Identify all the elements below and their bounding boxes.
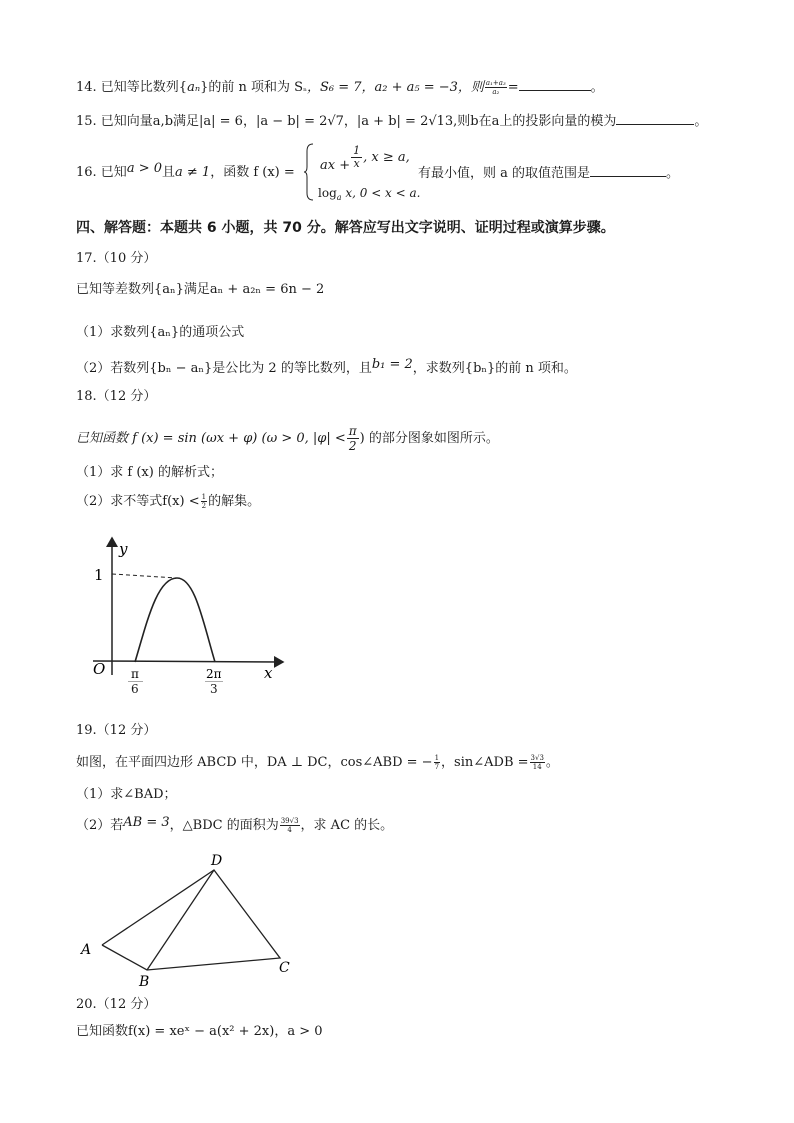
q18-p2-den: 2 <box>201 502 207 510</box>
q14-seq: aₙ <box>187 80 201 95</box>
section-heading: 四、解答题：本题共 6 小题，共 70 分。解答应写出文字说明、证明过程或演算步骤。 <box>76 220 615 236</box>
q18-p2-num: 1 <box>201 493 207 501</box>
q16-case1-den: x <box>353 157 360 170</box>
q18-dashed-line <box>112 574 177 578</box>
q18-x-tick1-den-overlay <box>131 682 139 696</box>
q19-p2-c: ，求 AC 的长。 <box>300 818 394 833</box>
q16-case2-b: x, 0 < x < a. <box>341 186 421 200</box>
q19-area-frac <box>280 817 300 834</box>
q16-case1 <box>320 144 410 173</box>
q18-p2-b: 的解集。 <box>208 494 261 509</box>
q18-x-tick2-den-text: 3 <box>210 682 218 696</box>
q18-x-tick2-den-overlay <box>210 682 218 696</box>
q16-end: 。 <box>666 166 680 181</box>
q19-sin-frac <box>530 754 545 771</box>
q14-prefix: 14. 已知等比数列{ <box>76 80 188 95</box>
q18-stem-b: ) 的部分图象如图所示。 <box>359 431 499 446</box>
q19-p2-a: （2）若 <box>76 818 124 833</box>
q19-quad-edges <box>102 870 280 970</box>
q14-end: 。 <box>590 80 604 95</box>
q14-frac-den: a₂ <box>492 88 500 96</box>
q16-suffix: 有最小值，则 a 的取值范围是 <box>418 166 591 181</box>
q19-p2-cond: AB = 3 <box>123 815 170 830</box>
q14-eq: = <box>507 80 519 95</box>
q18-p2-a: （2）求不等式f(x) < <box>76 494 200 509</box>
q19-area-num: 39√3 <box>280 817 299 825</box>
q17-part2 <box>76 357 577 378</box>
q17-header: 17.（10 分） <box>76 251 157 266</box>
q20-header: 20.（12 分） <box>76 997 157 1012</box>
q16-right <box>418 164 679 183</box>
q18-stem-den: 2 <box>348 439 357 453</box>
q15-end: 。 <box>694 114 708 129</box>
q18-x-tick1-den-text: 6 <box>131 682 139 696</box>
q16-case2-log: log <box>318 186 337 200</box>
q19-stem-b: ，sin∠ADB = <box>441 755 529 770</box>
q19-label-c: C <box>279 960 290 976</box>
q18-stem-a: 已知函数 f (x) = sin (ωx + φ) (ω > 0, |φ| < <box>76 431 346 446</box>
q17-stem: 已知等差数列{aₙ}满足aₙ + a₂ₙ = 6n − 2 <box>76 282 325 297</box>
q18-part2 <box>76 493 260 511</box>
q14-fraction <box>485 79 507 96</box>
q18-p2-frac <box>201 493 207 510</box>
q18-graph <box>85 532 290 682</box>
q19-figure <box>75 848 300 988</box>
q17-p2-cond: b₁ = 2 <box>371 357 413 372</box>
q19-label-a: A <box>81 942 92 958</box>
q19-cos-num: 1 <box>434 754 440 762</box>
q16-case1-a: ax + <box>320 158 351 173</box>
q16-cond2: a ≠ 1 <box>175 165 211 180</box>
q19-part1: （1）求∠BAD； <box>76 787 177 802</box>
q18-y-tick: 1 <box>94 566 104 584</box>
q19-stem <box>76 754 559 772</box>
q18-x-tick1-num: π <box>131 667 139 681</box>
q19-cos-frac <box>434 754 440 771</box>
q19-label-d: D <box>211 853 223 869</box>
q19-sin-den: 14 <box>532 763 542 771</box>
q19-part2 <box>76 817 393 835</box>
q18-origin: O <box>93 660 106 678</box>
q18-stem-frac <box>347 424 359 453</box>
q14-frac-num: a₁+a₃ <box>485 79 506 87</box>
q15-text: 15. 已知向量a,b满足|a| = 6，|a − b| = 2√7，|a + b| = 2√13,则b在a上的投影向量的模为 <box>76 114 617 129</box>
q14-answer-blank[interactable] <box>519 78 591 91</box>
q16-prefix: 16. 已知 <box>76 165 127 180</box>
q18-part1: （1）求 f (x) 的解析式； <box>76 465 223 480</box>
q16-left-brace <box>303 143 315 201</box>
q17-p2-b: ，求数列{bₙ}的前 n 项和。 <box>412 361 577 376</box>
q19-sin-num: 3√3 <box>530 754 544 762</box>
q18-header: 18.（12 分） <box>76 389 157 404</box>
q19-header: 19.（12 分） <box>76 723 157 738</box>
q16-case2-sub: a <box>336 193 342 202</box>
q16-case2 <box>318 186 420 200</box>
q19-p2-b: ，△BDC 的面积为 <box>169 818 279 833</box>
q16-case1-num: 1 <box>353 144 361 157</box>
q19-stem-a: 如图，在平面四边形 ABCD 中，DA ⊥ DC，cos∠ABD = − <box>76 755 433 770</box>
q16-answer-blank[interactable] <box>590 164 666 177</box>
q18-stem-num: π <box>348 424 357 438</box>
question-14 <box>76 78 604 98</box>
q14-mid1: }的前 n 项和为 S <box>200 80 304 95</box>
q18-curve <box>135 578 215 662</box>
q17-part1: （1）求数列{aₙ}的通项公式 <box>76 325 245 340</box>
q18-x-axis <box>93 661 283 662</box>
question-15 <box>76 112 707 131</box>
q16-case1-frac <box>351 145 362 170</box>
q17-p2-a: （2）若数列{bₙ − aₙ}是公比为 2 的等比数列，且 <box>76 361 372 376</box>
q19-diagonal-bd <box>147 870 214 970</box>
q16-func: ，函数 f (x) = <box>210 165 295 180</box>
q16-case1-b: , x ≥ a, <box>363 150 410 165</box>
q16-and: 且 <box>162 165 176 180</box>
q16-left <box>76 161 295 182</box>
q18-x-label: x <box>264 664 273 682</box>
q14-sub: ₙ <box>303 84 307 94</box>
q15-answer-blank[interactable] <box>616 112 694 125</box>
q18-y-label: y <box>119 540 128 558</box>
q20-stem: 已知函数f(x) = xeˣ − a(x² + 2x)，a > 0 <box>76 1024 323 1039</box>
q16-cond1: a > 0 <box>126 161 162 176</box>
q19-stem-c: 。 <box>545 755 559 770</box>
q19-label-b: B <box>139 974 150 988</box>
q18-stem <box>76 424 499 453</box>
q14-mid2: ，S₆ = 7，a₂ + a₅ = −3，则 <box>306 80 484 95</box>
q19-cos-den: 7 <box>434 763 440 771</box>
q19-area-den: 4 <box>287 826 292 834</box>
q18-x-tick2-num: 2π <box>206 667 222 681</box>
